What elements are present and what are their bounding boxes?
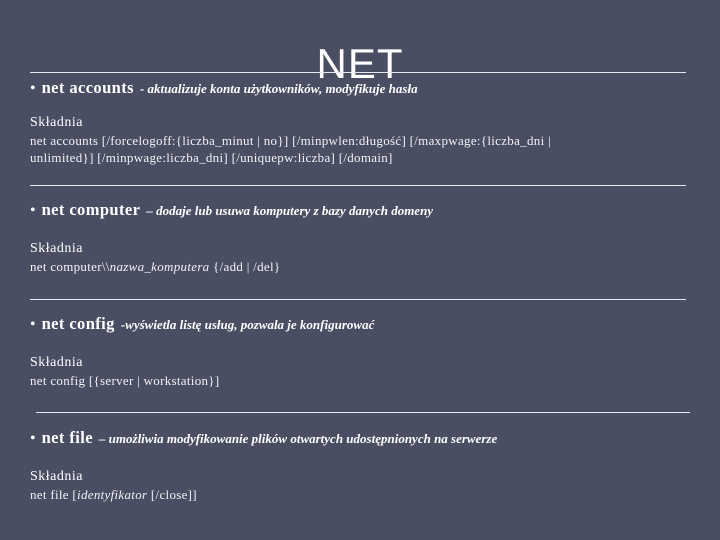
command-name: net computer xyxy=(41,200,141,219)
divider xyxy=(36,412,690,413)
bullet-line xyxy=(30,78,690,99)
syntax-suffix: {/add | /del} xyxy=(209,259,281,274)
syntax-line: unlimited}] [/minpwage:liczba_dni] [/uniquepw:liczba] [/domain] xyxy=(30,150,393,165)
syntax-heading: Składnia xyxy=(30,115,83,130)
syntax-param: nazwa_komputera xyxy=(109,259,210,274)
section-net-computer xyxy=(30,200,690,275)
syntax-text xyxy=(30,132,690,166)
syntax-heading: Składnia xyxy=(30,469,83,484)
divider xyxy=(30,185,686,186)
bullet-line xyxy=(30,428,690,449)
bullet-icon: • xyxy=(30,430,36,447)
command-description: – umożliwia modyfikowanie plików otwartych udostępnionych na serwerze xyxy=(98,431,498,446)
syntax-prefix: net file [ xyxy=(30,487,78,502)
section-net-config xyxy=(30,314,690,389)
command-description: – dodaje lub usuwa komputery z bazy danych domeny xyxy=(146,203,434,218)
syntax-text xyxy=(30,486,690,503)
syntax-suffix: [/close]] xyxy=(147,487,197,502)
syntax-line: net accounts [/forcelogoff:{liczba_minut | no}] [/minpwlen:długość] [/maxpwage:{liczba_dni | xyxy=(30,133,551,148)
syntax-prefix: net computer\\ xyxy=(30,259,110,274)
command-description: - aktualizuje konta użytkowników, modyfikuje hasła xyxy=(139,81,418,96)
syntax-heading: Składnia xyxy=(30,241,83,256)
bullet-icon: • xyxy=(30,316,36,333)
syntax-param: identyfikator xyxy=(77,487,148,502)
command-description: -wyświetla listę usług, pozwala je konfigurować xyxy=(120,317,375,332)
divider xyxy=(30,72,686,73)
syntax-text xyxy=(30,258,690,275)
slide-title: NET xyxy=(316,40,404,87)
syntax-line: net config [{server | workstation}] xyxy=(30,373,220,388)
bullet-icon: • xyxy=(30,202,36,219)
bullet-line xyxy=(30,314,690,335)
bullet-line xyxy=(30,200,690,221)
bullet-icon: • xyxy=(30,80,36,97)
command-name: net accounts xyxy=(41,78,134,97)
syntax-text xyxy=(30,372,690,389)
syntax-heading: Składnia xyxy=(30,355,83,370)
section-net-accounts xyxy=(30,78,690,166)
section-net-file xyxy=(30,428,690,503)
command-name: net config xyxy=(41,314,115,333)
command-name: net file xyxy=(41,428,93,447)
divider xyxy=(30,299,686,300)
